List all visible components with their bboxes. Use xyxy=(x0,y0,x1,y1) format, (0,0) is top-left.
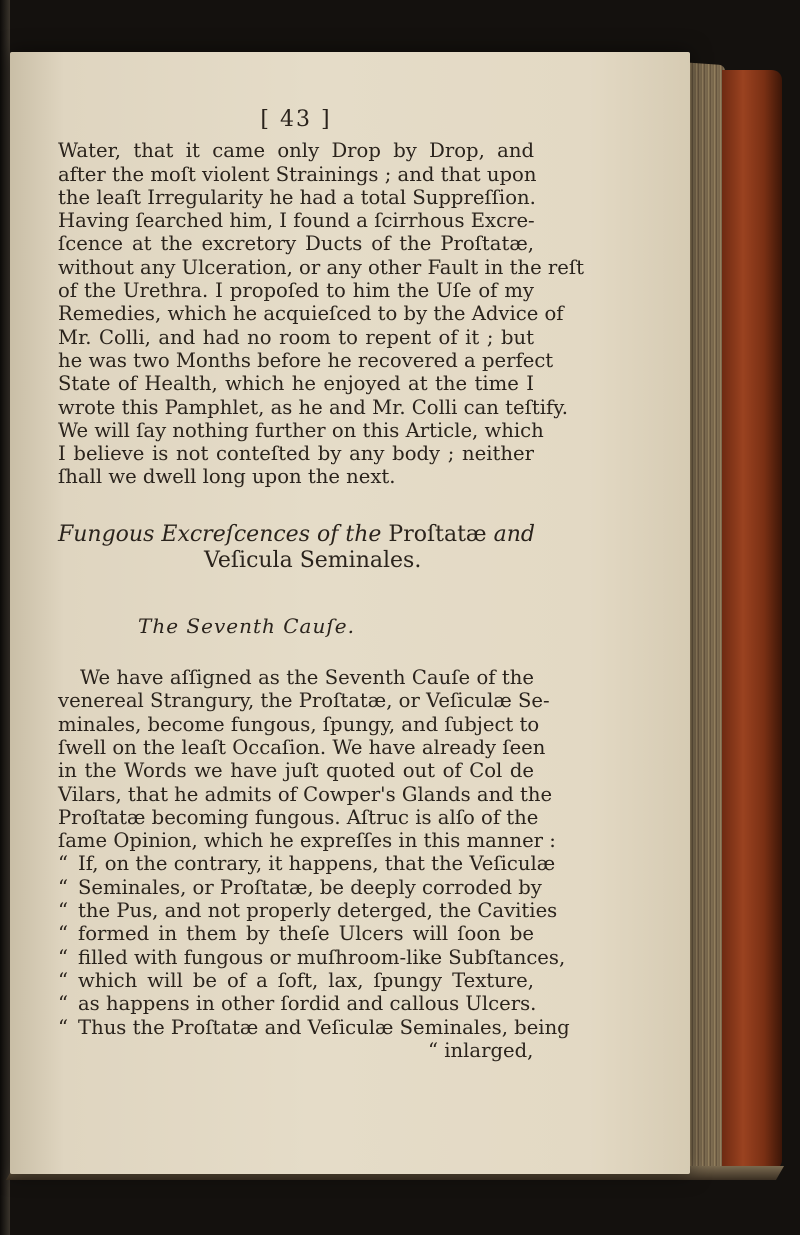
text-line: Proſtatæ becoming fungous. Aſtruc is alſo of the xyxy=(58,805,539,829)
block-quote xyxy=(58,852,570,1039)
quote-line xyxy=(58,852,556,876)
text-line: in the Words we have juſt quoted out of Col de xyxy=(58,759,534,783)
catchword: “ inlarged, xyxy=(428,1038,534,1062)
text-line: wrote this Pamphlet, as he and Mr. Colli can teſtify. xyxy=(58,395,568,419)
text-line: We will ſay nothing further on this Article, which xyxy=(58,418,544,442)
text-line: without any Ulceration, or any other Fault in the reſt xyxy=(58,255,584,279)
text-line: Vilars, that he admits of Cowper's Glands and the xyxy=(58,782,553,806)
quote-mark: “ xyxy=(58,968,69,992)
quote-mark: “ xyxy=(58,899,69,923)
section-title-line-2: Veſicula Seminales. xyxy=(204,547,422,573)
quote-line xyxy=(58,1015,570,1039)
section-subtitle: The Seventh Cauſe. xyxy=(138,613,355,638)
quote-line xyxy=(58,945,566,969)
text-line: We have aſſigned as the Seventh Cauſe of the xyxy=(80,666,534,690)
quote-mark: “ xyxy=(58,875,69,899)
section-title xyxy=(58,522,534,547)
text-line: ſcence at the excretory Ducts of the Proſtatæ, xyxy=(58,232,534,256)
quote-text: which will be of a ſoft, lax, ſpungy Texture, xyxy=(78,968,534,992)
quote-line xyxy=(58,969,534,992)
quote-line xyxy=(58,922,534,945)
text-line: ſwell on the leaſt Occaſion. We have already ſeen xyxy=(58,735,546,759)
quote-text: Seminales, or Proſtatæ, be deeply corroded by xyxy=(78,875,542,899)
quote-mark: “ xyxy=(58,945,69,969)
quote-line xyxy=(58,899,558,923)
text-line: after the moſt violent Strainings ; and that upon xyxy=(58,162,537,186)
page-text xyxy=(58,107,584,1062)
text-line: minales, become fungous, ſpungy, and ſubject to xyxy=(58,712,540,736)
text-line: he was two Months before he recovered a perfect xyxy=(58,348,554,372)
quote-text: If, on the contrary, it happens, that the Veſiculæ xyxy=(78,852,556,876)
text-line: Having ſearched him, I found a ſcirrhous Excre- xyxy=(58,209,535,233)
paragraph-1 xyxy=(58,139,584,489)
paragraph-2 xyxy=(58,666,556,853)
quote-mark: “ xyxy=(58,1015,69,1039)
text-line: of the Urethra. I propoſed to him the Uſe of my xyxy=(58,279,534,303)
quote-text: formed in them by theſe Ulcers will ſoon be xyxy=(78,922,534,946)
page-number: [ 43 ] xyxy=(260,107,332,132)
section-title-and: and xyxy=(493,521,535,547)
quote-mark: “ xyxy=(58,992,69,1016)
quote-text: Thus the Proſtatæ and Veſiculæ Seminales, being xyxy=(78,1015,570,1039)
section-title-roman: Proſtatæ xyxy=(388,521,487,547)
book-left-edge xyxy=(0,0,10,1235)
text-line: I believe is not conteſted by any body ; neither xyxy=(58,442,534,466)
text-line: ſame Opinion, which he expreſſes in this manner : xyxy=(58,829,556,853)
section-title-italic: Fungous Excreſcences of the xyxy=(58,521,382,547)
book-spine xyxy=(722,70,782,1170)
text-line: ſhall we dwell long upon the next. xyxy=(58,465,396,489)
quote-text: as happens in other ſordid and callous Ulcers. xyxy=(78,992,537,1016)
quote-text: filled with fungous or muſhroom-like Subſtances, xyxy=(78,945,566,969)
quote-line xyxy=(58,992,537,1016)
text-line: Remedies, which he acquieſced to by the Advice of xyxy=(58,302,564,326)
text-line: the leaſt Irregularity he had a total Suppreſſion. xyxy=(58,185,536,209)
text-line: Mr. Colli, and had no room to repent of it ; but xyxy=(58,325,534,349)
text-line: State of Health, which he enjoyed at the time I xyxy=(58,372,534,396)
text-line: Water, that it came only Drop by Drop, and xyxy=(58,139,534,163)
quote-mark: “ xyxy=(58,922,69,946)
quote-line xyxy=(58,875,542,899)
quote-mark: “ xyxy=(58,852,69,876)
text-line: venereal Strangury, the Proſtatæ, or Veſiculæ Se- xyxy=(58,689,550,713)
quote-text: the Pus, and not properly deterged, the Cavities xyxy=(78,899,558,923)
